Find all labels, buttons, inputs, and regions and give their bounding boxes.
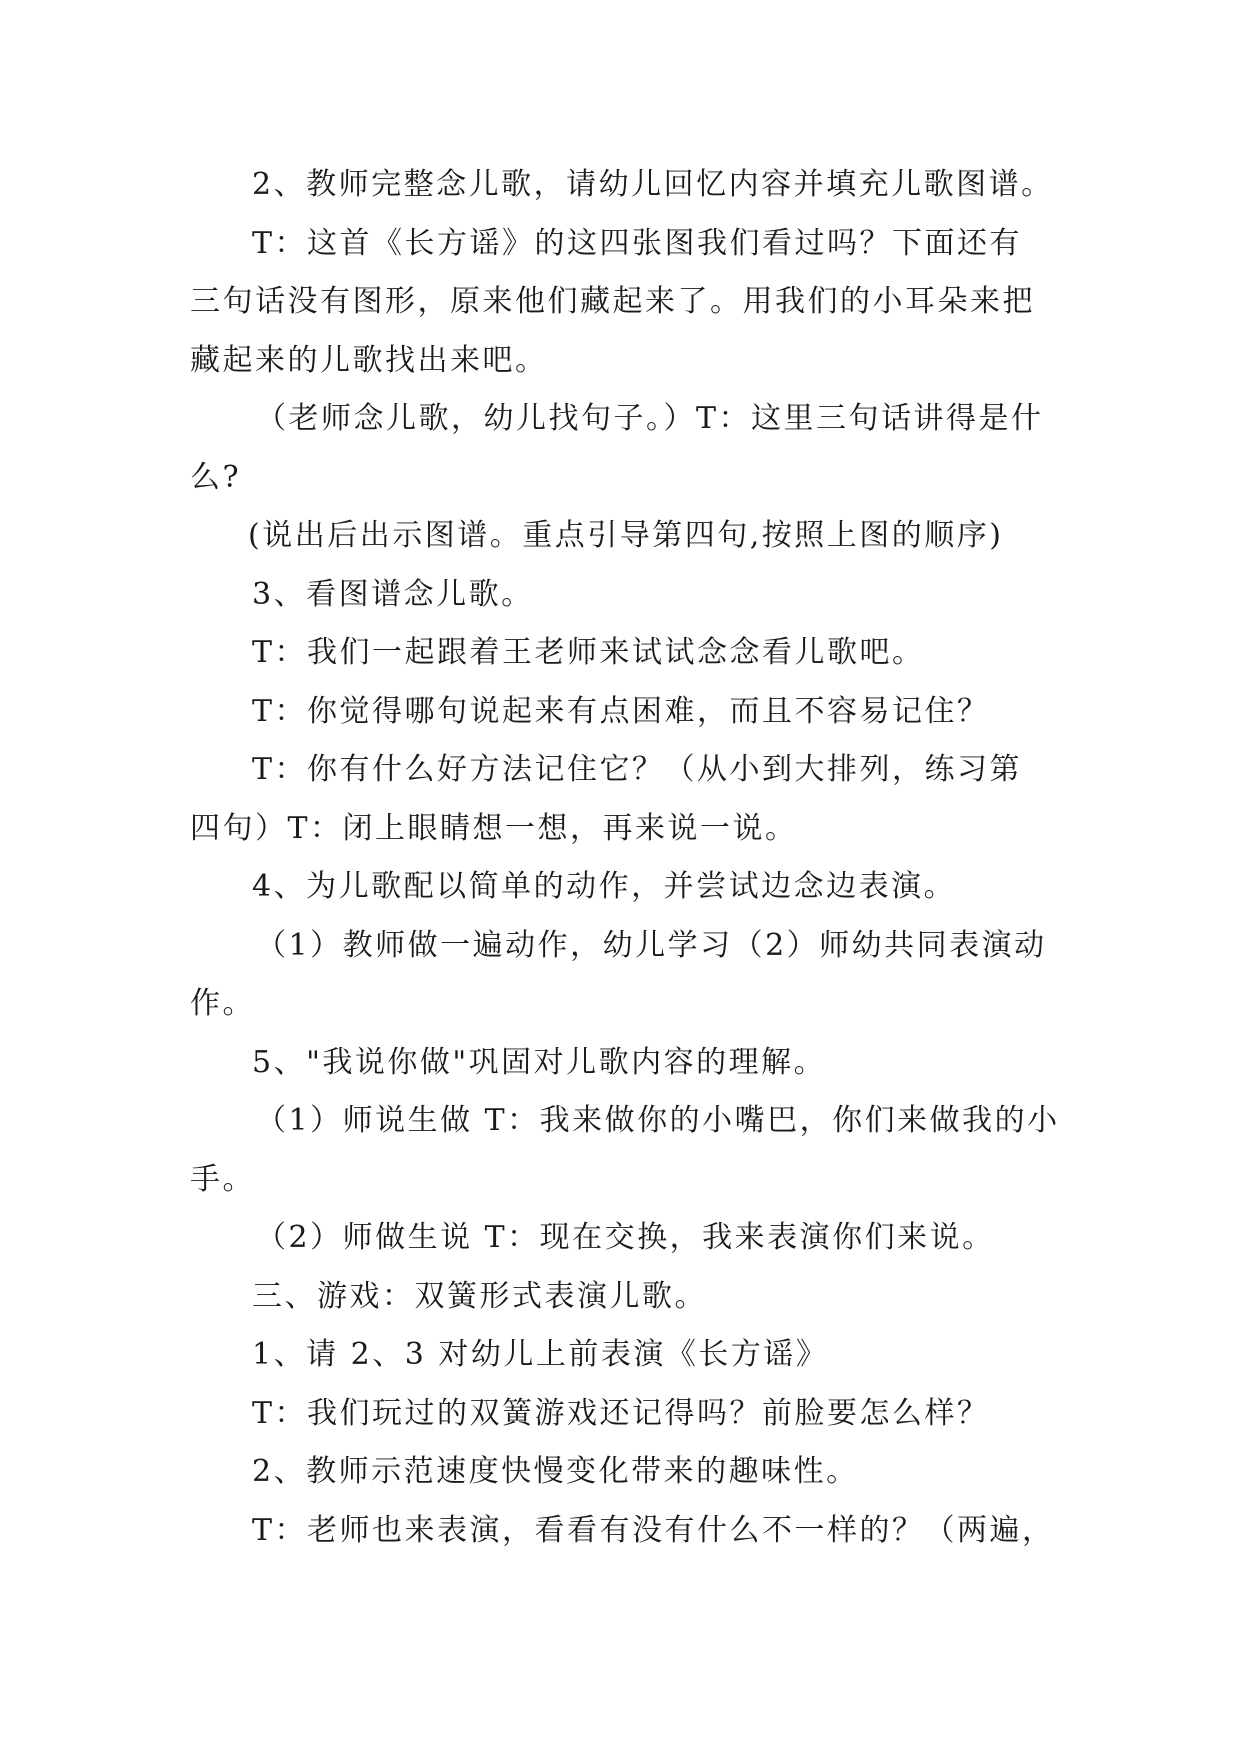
paragraph-line: 三句话没有图形，原来他们藏起来了。用我们的小耳朵来把 xyxy=(190,284,1035,319)
paragraph-line: T：你有什么好方法记住它？（从小到大排列，练习第 xyxy=(252,752,1023,787)
paragraph-line: 作。 xyxy=(190,986,255,1021)
paragraph-line: T：我们玩过的双簧游戏还记得吗？前脸要怎么样？ xyxy=(252,1395,990,1431)
paragraph-line: (说出后出示图谱。重点引导第四句,按照上图的顺序) xyxy=(248,518,1004,553)
paragraph-line: 么? xyxy=(190,459,242,495)
paragraph-line: （2）师做生说 T：现在交换，我来表演你们来说。 xyxy=(256,1220,995,1255)
paragraph-line: 4、为儿歌配以简单的动作，并尝试边念边表演。 xyxy=(252,869,957,904)
paragraph-line: T：你觉得哪句说起来有点困难，而且不容易记住？ xyxy=(252,693,990,729)
paragraph-line: T：老师也来表演，看看有没有什么不一样的？（两遍， xyxy=(252,1512,1055,1548)
paragraph-line: T：这首《长方谣》的这四张图我们看过吗？下面还有 xyxy=(252,225,1023,261)
paragraph-line: 1、请 2、3 对幼儿上前表演《长方谣》 xyxy=(252,1337,829,1372)
paragraph-line: 四句）T：闭上眼睛想一想，再来说一说。 xyxy=(190,810,798,846)
paragraph-line: （1）教师做一遍动作，幼儿学习（2）师幼共同表演动 xyxy=(256,927,1047,963)
paragraph-line: 2、教师完整念儿歌，请幼儿回忆内容并填充儿歌图谱。 xyxy=(252,167,1054,202)
paragraph-line: （老师念儿歌，幼儿找句子。）T：这里三句话讲得是什 xyxy=(256,401,1044,436)
paragraph-line: 3、看图谱念儿歌。 xyxy=(252,576,534,612)
paragraph-line: 藏起来的儿歌找出来吧。 xyxy=(190,342,548,378)
paragraph-line: 三、游戏：双簧形式表演儿歌。 xyxy=(252,1278,707,1314)
paragraph-line: 2、教师示范速度快慢变化带来的趣味性。 xyxy=(252,1454,859,1489)
paragraph-line: 手。 xyxy=(190,1161,255,1197)
paragraph-line: 5、"我说你做"巩固对儿歌内容的理解。 xyxy=(252,1044,827,1080)
document-body xyxy=(190,156,1070,1560)
paragraph-line: （1）师说生做 T：我来做你的小嘴巴，你们来做我的小 xyxy=(256,1103,1060,1138)
paragraph-line: T：我们一起跟着王老师来试试念念看儿歌吧。 xyxy=(252,635,925,670)
